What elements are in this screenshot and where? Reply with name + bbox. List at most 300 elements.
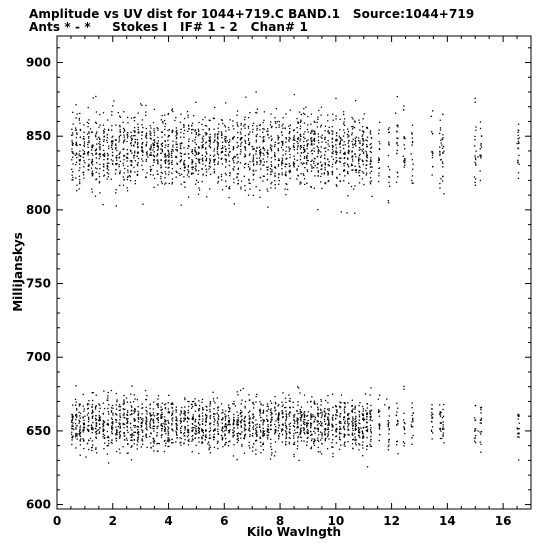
data-point [306,426,307,427]
data-point [76,143,77,144]
data-point [289,157,290,158]
data-point [192,427,193,428]
data-point [152,149,153,150]
data-point [352,165,353,166]
data-point [397,421,398,422]
data-point [108,413,109,414]
data-point [310,417,311,418]
data-point [412,137,413,138]
data-point [310,426,311,427]
data-point [195,169,196,170]
data-point [480,412,481,413]
data-point [339,407,340,408]
x-axis-label: Kilo Wavlngth [246,525,342,539]
data-point [198,441,199,442]
data-point [442,409,443,410]
data-point [403,156,404,157]
data-point [267,421,268,422]
data-point [174,120,175,121]
data-point [95,167,96,168]
data-point [475,126,476,127]
data-point [134,171,135,172]
data-point [206,142,207,143]
data-point [260,177,261,178]
data-point [233,146,234,147]
data-point [243,388,244,389]
data-point [358,427,359,428]
data-point [352,400,353,401]
data-point [270,422,271,423]
data-point [150,442,151,443]
data-point [198,170,199,171]
data-point [112,413,113,414]
data-point [352,118,353,119]
data-point [260,431,261,432]
data-point [281,161,282,162]
data-point [320,162,321,163]
data-point [141,165,142,166]
data-point [379,434,380,435]
data-point [137,156,138,157]
data-point [370,405,371,406]
data-point [442,180,443,181]
data-point [172,178,173,179]
data-point [142,403,143,404]
data-point [275,451,276,452]
data-point [205,419,206,420]
data-point [439,188,440,189]
data-point [130,414,131,415]
data-point [194,427,195,428]
data-point [228,188,229,189]
data-point [389,144,390,145]
data-point [271,138,272,139]
data-point [224,125,225,126]
data-point [72,142,73,143]
data-point [362,150,363,151]
data-point [119,164,120,165]
data-point [270,148,271,149]
data-point [168,423,169,424]
data-point [169,154,170,155]
data-point [308,430,309,431]
data-point [290,125,291,126]
data-point [355,138,356,139]
data-point [281,164,282,165]
data-point [353,139,354,140]
data-point [354,408,355,409]
x-axis [53,36,517,528]
data-point [275,432,276,433]
data-point [209,448,210,449]
data-point [119,126,120,127]
data-point [194,155,195,156]
data-point [267,188,268,189]
data-point [396,415,397,416]
data-point [396,153,397,154]
data-point [188,138,189,139]
data-point [378,162,379,163]
data-point [253,429,254,430]
data-point [119,438,120,439]
data-point [270,429,271,430]
data-point [370,414,371,415]
data-point [443,426,444,427]
data-point [141,446,142,447]
data-point [187,111,188,112]
data-point [303,134,304,135]
data-point [135,139,136,140]
data-point [238,161,239,162]
data-point [107,137,108,138]
data-point [317,117,318,118]
data-point [314,144,315,145]
data-point [168,135,169,136]
data-point [356,172,357,173]
data-point [289,412,290,413]
data-point [253,179,254,180]
data-point [442,417,443,418]
data-point [274,176,275,177]
data-point [104,408,105,409]
data-point [339,449,340,450]
data-point [440,120,441,121]
data-point [225,161,226,162]
data-point [293,143,294,144]
data-point [167,429,168,430]
data-point [226,442,227,443]
data-point [76,409,77,410]
data-point [440,428,441,429]
data-point [289,139,290,140]
data-point [297,422,298,423]
data-point [332,394,333,395]
data-point [311,416,312,417]
data-point [344,141,345,142]
data-point [91,188,92,189]
data-point [311,187,312,188]
data-point [356,137,357,138]
data-point [237,422,238,423]
data-point [298,460,299,461]
data-point [127,410,128,411]
data-point [475,102,476,103]
data-point [202,409,203,410]
data-point [221,419,222,420]
data-point [260,124,261,125]
data-point [255,401,256,402]
data-point [232,120,233,121]
data-point [256,135,257,136]
data-point [138,132,139,133]
data-point [300,420,301,421]
data-point [107,153,108,154]
data-point [184,182,185,183]
data-point [92,411,93,412]
data-point [293,456,294,457]
data-point [267,435,268,436]
data-point [130,394,131,395]
data-point [111,159,112,160]
data-point [282,159,283,160]
data-point [80,438,81,439]
data-point [127,136,128,137]
data-point [267,179,268,180]
data-point [241,137,242,138]
data-point [389,407,390,408]
data-point [225,438,226,439]
data-point [108,462,109,463]
data-point [138,426,139,427]
data-point [267,431,268,432]
data-point [481,420,482,421]
data-point [365,393,366,394]
data-point [83,160,84,161]
data-point [91,428,92,429]
data-point [354,412,355,413]
data-point [171,157,172,158]
data-point [238,145,239,146]
data-point [371,138,372,139]
data-point [75,447,76,448]
data-point [363,149,364,150]
data-point [366,446,367,447]
data-point [153,159,154,160]
data-point [123,134,124,135]
data-point [372,167,373,168]
data-point [339,437,340,438]
data-point [337,178,338,179]
data-point [397,176,398,177]
data-point [162,137,163,138]
data-point [138,129,139,130]
data-point [217,448,218,449]
data-point [112,414,113,415]
data-point [413,183,414,184]
data-point [234,431,235,432]
data-point [474,136,475,137]
data-point [321,115,322,116]
data-point [226,159,227,160]
data-point [339,174,340,175]
data-point [127,423,128,424]
data-point [412,426,413,427]
data-point [359,416,360,417]
data-point [475,435,476,436]
data-point [388,439,389,440]
data-point [115,139,116,140]
data-point [119,452,120,453]
data-point [150,432,151,433]
data-point [187,174,188,175]
data-point [135,425,136,426]
data-point [245,141,246,142]
data-point [314,131,315,132]
data-point [205,149,206,150]
data-point [88,136,89,137]
data-point [336,186,337,187]
data-point [134,135,135,136]
data-point [240,390,241,391]
data-point [180,430,181,431]
data-point [91,149,92,150]
data-point [252,160,253,161]
data-point [370,431,371,432]
data-point [243,125,244,126]
data-point [156,404,157,405]
data-point [304,433,305,434]
data-point [157,174,158,175]
data-point [360,149,361,150]
data-point [209,445,210,446]
data-point [332,456,333,457]
data-point [293,416,294,417]
data-point [332,434,333,435]
data-point [318,140,319,141]
data-point [324,130,325,131]
data-point [228,405,229,406]
data-point [290,178,291,179]
data-point [146,437,147,438]
data-point [378,181,379,182]
data-point [320,432,321,433]
data-point [443,193,444,194]
data-point [103,112,104,113]
data-point [286,164,287,165]
data-point [198,432,199,433]
data-point [187,429,188,430]
data-point [443,146,444,147]
data-point [116,404,117,405]
data-point [157,428,158,429]
data-point [228,422,229,423]
data-point [321,165,322,166]
data-point [124,427,125,428]
data-point [328,427,329,428]
data-point [317,163,318,164]
data-point [124,168,125,169]
data-point [315,419,316,420]
data-point [261,420,262,421]
data-point [352,428,353,429]
data-point [344,407,345,408]
data-point [351,126,352,127]
data-point [304,123,305,124]
data-point [153,446,154,447]
data-point [127,432,128,433]
data-point [79,118,80,119]
data-point [79,404,80,405]
data-point [388,202,389,203]
data-point [285,188,286,189]
data-point [224,136,225,137]
data-point [241,420,242,421]
data-point [133,145,134,146]
data-point [118,426,119,427]
data-point [237,126,238,127]
data-point [388,422,389,423]
data-point [285,194,286,195]
data-point [366,160,367,161]
data-point [271,146,272,147]
data-point [91,131,92,132]
data-point [137,139,138,140]
data-point [214,134,215,135]
data-point [228,420,229,421]
data-point [388,182,389,183]
data-point [83,411,84,412]
data-point [379,149,380,150]
data-point [396,412,397,413]
data-point [263,141,264,142]
data-point [475,178,476,179]
data-point [480,148,481,149]
data-point [157,161,158,162]
data-point [99,182,100,183]
data-point [278,143,279,144]
data-point [303,147,304,148]
data-point [194,149,195,150]
data-point [237,442,238,443]
data-point [108,424,109,425]
data-point [281,431,282,432]
data-point [99,176,100,177]
data-point [88,417,89,418]
data-point [198,423,199,424]
data-point [78,155,79,156]
data-point [321,188,322,189]
data-point [146,138,147,139]
data-point [363,410,364,411]
data-point [153,155,154,156]
data-point [517,415,518,416]
data-point [359,429,360,430]
data-point [124,139,125,140]
data-point [271,161,272,162]
data-point [278,404,279,405]
data-point [412,144,413,145]
data-point [72,163,73,164]
data-point [519,415,520,416]
data-point [240,188,241,189]
data-point [335,139,336,140]
data-point [324,408,325,409]
data-point [164,114,165,115]
data-point [366,146,367,147]
data-point [111,114,112,115]
data-point [227,140,228,141]
data-point [126,418,127,419]
data-point [293,164,294,165]
data-point [234,156,235,157]
data-point [201,436,202,437]
data-point [96,111,97,112]
data-point [481,431,482,432]
data-point [195,151,196,152]
data-point [142,143,143,144]
data-point [141,138,142,139]
data-point [130,427,131,428]
data-point [85,456,86,457]
data-point [352,405,353,406]
y-tick-label: 850 [25,129,51,144]
data-point [97,430,98,431]
data-point [180,442,181,443]
data-point [95,436,96,437]
data-point [388,166,389,167]
data-point [370,148,371,149]
data-point [480,452,481,453]
